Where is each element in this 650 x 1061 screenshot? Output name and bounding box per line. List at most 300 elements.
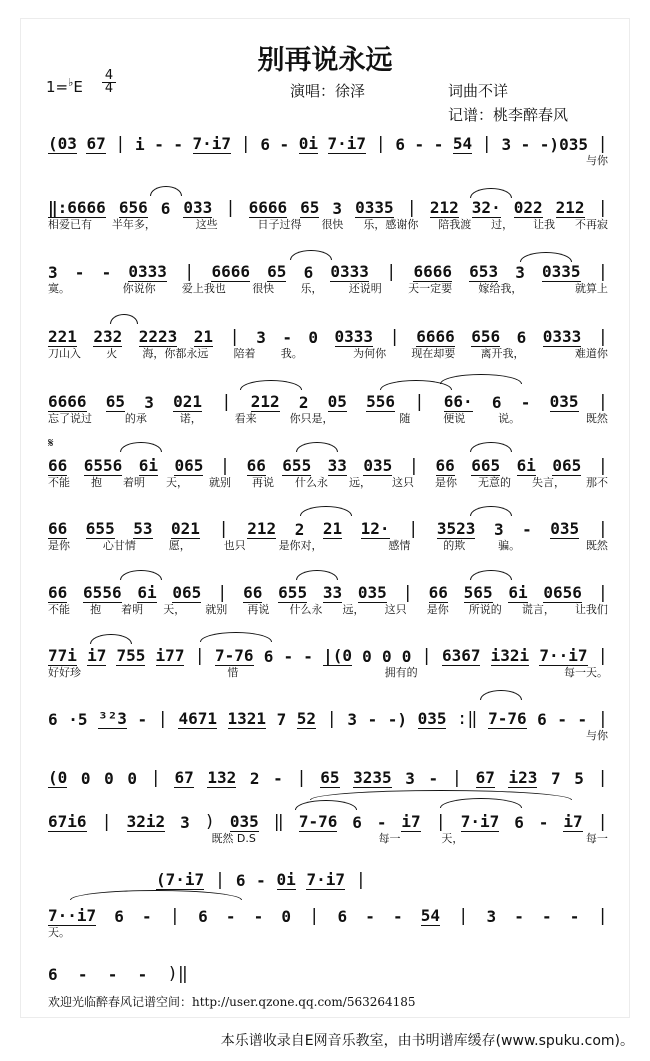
bar-line: | (597, 709, 608, 729)
lyric-syllable: 这只 (384, 603, 407, 616)
lyric-syllable: 抱 (91, 476, 102, 489)
lyric-syllable: 愿， (168, 539, 191, 552)
bar-line: | (101, 812, 112, 832)
lyric-row (48, 601, 608, 617)
lyric-row (48, 924, 608, 940)
bar-line: | (150, 768, 161, 788)
lyric-syllable: 与你 (586, 154, 608, 167)
note-group: 6 (260, 135, 271, 154)
lyric-syllable: 这些 (195, 218, 218, 231)
lyric-row (48, 727, 650, 743)
bar-line: | (597, 392, 608, 412)
note-group: 3 (144, 393, 154, 412)
note-group: 7·i7 (306, 870, 346, 889)
bar-line: | (219, 456, 231, 476)
note-group: 6666 (416, 327, 455, 346)
lyric-syllable: 很快 (252, 282, 275, 295)
composer-credit: 词曲不详 (448, 82, 509, 100)
notation-row (48, 762, 608, 788)
note-group: 66 (428, 583, 448, 602)
note-group: 7 (276, 710, 287, 729)
note-group: 655 (85, 519, 115, 538)
note-group: -)035 (539, 135, 588, 154)
note-group: 32· (471, 198, 501, 217)
note-group: - (256, 871, 266, 890)
note-group: 212 (250, 392, 280, 411)
note-group: 3235 (353, 768, 392, 787)
lyric-syllable: 每一天。 (563, 666, 608, 679)
note-group: 0 (381, 647, 392, 666)
lyric-syllable: 乐， (300, 282, 323, 295)
lyric-syllable: 就别 (209, 476, 231, 489)
lyric-syllable: 刀山入 (48, 347, 81, 360)
note-group: 6 (537, 710, 547, 729)
bar-line: | (458, 906, 469, 926)
note-group: 6 (395, 135, 405, 154)
note-group: 12· (360, 519, 390, 538)
lyric-syllable: 无意的 (478, 476, 511, 489)
note-group: 6367 (441, 646, 481, 665)
note-group: 0333 (542, 327, 582, 346)
key-note: E (73, 78, 83, 96)
footer-source: 本乐谱收录自E网音乐教室，由书明谱库缓存(www.spuku.com)。 (220, 1033, 634, 1049)
note-group: 065 (172, 583, 202, 602)
bar-line: | (355, 870, 366, 890)
note-group: 7··i7 (48, 906, 97, 925)
note-group: 212 (247, 519, 277, 538)
lyric-syllable: 难道你 (574, 347, 608, 360)
note-group: - (101, 263, 112, 282)
bar-line: | (115, 134, 126, 154)
note-group: 6 (235, 871, 246, 890)
footer-link[interactable]: 欢迎光临醉春风记谱空间：http://user.qzone.qq.com/563264185 (48, 995, 416, 1009)
note-group: 2 (249, 769, 260, 788)
note-group: - (414, 135, 425, 154)
note-group: - (433, 135, 444, 154)
note-group: 5 (574, 769, 584, 788)
lyric-syllable: 骗。 (498, 539, 521, 552)
note-group: 65 (267, 262, 287, 281)
note-group: i32i (490, 646, 530, 665)
note-group: - (253, 907, 264, 926)
note-group: 3 (48, 263, 58, 282)
note-group: 65 (320, 768, 340, 787)
note-group: 0335 (355, 198, 394, 217)
bar-line: | (169, 906, 181, 926)
note-group: i7 (563, 812, 583, 831)
lyric-row (48, 474, 608, 490)
lyric-syllable: 不能 (48, 603, 70, 616)
bar-line: | (421, 646, 432, 666)
bar-line: :‖ (457, 709, 478, 729)
lyric-syllable: 天一定要 (408, 282, 453, 295)
bar-line: | (225, 198, 236, 218)
note-group: 6666 (211, 262, 251, 281)
note-group: 6 (514, 813, 524, 832)
note-group: - (225, 907, 236, 926)
note-group: 52 (296, 709, 317, 728)
lyric-syllable: 让我们 (574, 603, 608, 616)
lyric-syllable: 再说 (252, 476, 274, 489)
note-group: 66 (246, 456, 266, 475)
note-group: 6i (138, 456, 158, 475)
notation-row (48, 577, 608, 603)
bar-line: | (597, 906, 608, 926)
note-group: 021 (171, 519, 200, 538)
note-group: 0 (308, 328, 319, 347)
lyric-syllable: 不能 (48, 476, 70, 489)
lyric-syllable: 远， (342, 603, 365, 616)
lyric-syllable: 陪着 (233, 347, 256, 360)
lyric-syllable: 远， (349, 476, 371, 489)
time-signature (102, 70, 116, 95)
lyric-row (48, 664, 608, 680)
lyric-row (48, 345, 608, 361)
bar-line: | (597, 646, 608, 666)
lyric-syllable: 心甘情 (102, 539, 136, 552)
note-group: i77 (155, 646, 185, 665)
note-group: 6 (337, 907, 348, 926)
note-group: 66 (243, 583, 263, 602)
lyric-syllable: 日子过得 (257, 218, 302, 231)
note-group: 035 (357, 583, 387, 602)
note-group: 065 (174, 456, 204, 475)
note-group: - (142, 907, 152, 926)
lyric-syllable: 既然 D.S (211, 832, 256, 845)
lyric-syllable: 再说 (247, 603, 270, 616)
lyric-syllable: 天， (441, 832, 464, 845)
note-group: ‖:6666 (48, 198, 106, 217)
lyric-syllable: 着明 (121, 603, 144, 616)
lyric-syllable: 现在却要 (411, 347, 456, 360)
note-group: 6 (48, 965, 58, 984)
note-group: 67i6 (48, 812, 87, 831)
lyric-syllable: 是你 (426, 603, 449, 616)
note-group: (0 (48, 768, 68, 787)
note-group: 0333 (330, 262, 369, 281)
bar-line: | (389, 327, 400, 347)
lyric-syllable: 天， (166, 476, 188, 489)
lyric-row (48, 830, 608, 846)
note-group: 66 (48, 456, 68, 475)
note-group: 6556 (83, 583, 122, 602)
note-group: i7 (87, 646, 107, 665)
note-group: 0 (104, 769, 114, 788)
bar-line: | (597, 456, 608, 476)
note-group: 2223 (138, 327, 178, 346)
bar-line: | (240, 134, 251, 154)
transcriber-credit: 记谱：桃李醉春风 (448, 106, 569, 124)
note-group: 0 (281, 907, 292, 926)
note-group: - (107, 965, 118, 984)
lyric-row (48, 216, 608, 232)
note-group: 212 (555, 198, 585, 217)
note-group: 0 (362, 647, 372, 666)
note-group: 665 (471, 456, 501, 475)
note-group: - (541, 907, 552, 926)
note-group: 3 (501, 135, 512, 154)
bar-line: | (386, 262, 397, 282)
note-group: 66 (48, 519, 68, 538)
note-group: 3 (405, 769, 415, 788)
note-group: 653 (469, 262, 499, 281)
note-group: 6 (48, 710, 58, 729)
lyric-syllable: 是你 (435, 476, 457, 489)
bar-line: | (309, 906, 320, 926)
note-group: 656 (118, 198, 148, 217)
lyric-row (48, 410, 608, 426)
note-group: 33 (322, 583, 343, 602)
note-group: ·5 (68, 710, 88, 729)
notation-row (48, 513, 608, 539)
bar-line: | (217, 583, 228, 603)
note-group: 6i (508, 583, 528, 602)
note-group: 0i (276, 870, 296, 889)
bar-line: | (435, 812, 446, 832)
lyric-syllable: 很快 (321, 218, 344, 231)
lyric-syllable: 抱 (90, 603, 102, 616)
notation-row (156, 864, 366, 890)
note-group: 6 (303, 263, 314, 282)
note-group: 221 (48, 327, 77, 346)
note-group: - (273, 769, 283, 788)
lyric-syllable: 着明 (123, 476, 145, 489)
note-group: 66 (435, 456, 455, 475)
note-group: 6 (263, 647, 274, 666)
lyric-syllable: 天， (163, 603, 186, 616)
lyric-syllable: 惜 (227, 666, 239, 679)
note-group: 7-76 (488, 709, 527, 728)
song-title: 别再说永远 (257, 45, 393, 76)
note-group: 21 (322, 519, 343, 538)
bar-line: | (451, 768, 462, 788)
note-group: 6 (198, 907, 208, 926)
note-group: - (569, 907, 580, 926)
note-group: 0335 (542, 262, 581, 281)
bar-line: | (597, 583, 608, 603)
note-group: 7·i7 (327, 134, 367, 153)
bar-line: | (481, 134, 492, 154)
lyric-syllable: 好好珍 (48, 666, 81, 679)
note-group: 3523 (436, 519, 476, 538)
note-group: 21 (193, 327, 214, 346)
bar-line: | (406, 198, 417, 218)
notation-row (48, 703, 608, 729)
notation-row (48, 128, 608, 154)
bar-line: | (218, 519, 229, 539)
bar-line: | (184, 262, 195, 282)
lyric-syllable: 让我 (533, 218, 556, 231)
singer-credit: 演唱：徐泽 (290, 82, 366, 100)
note-group: 66· (443, 392, 473, 411)
lyric-syllable: 火 (106, 347, 118, 360)
note-group: 021 (173, 392, 202, 411)
note-group: - (393, 907, 403, 926)
lyric-syllable: 什么永 (295, 476, 328, 489)
note-group: 3 (493, 520, 504, 539)
note-group: 0 (127, 769, 138, 788)
note-group: 3 (332, 199, 343, 218)
note-group: - (428, 769, 439, 788)
note-group: 67 (475, 768, 495, 787)
note-group: - (282, 328, 292, 347)
lyric-syllable: 相爱已有 (48, 218, 92, 231)
lyric-syllable: 每一 (378, 832, 401, 845)
notation-row (48, 450, 608, 476)
lyric-syllable: 乐，感谢你 (363, 218, 419, 231)
note-group: 7··i7 (539, 646, 588, 665)
note-group: - (74, 263, 85, 282)
lyric-syllable: 我。 (280, 347, 303, 360)
note-group: 6 (516, 328, 527, 347)
note-group: 66 (48, 583, 68, 602)
note-group: 556 (366, 392, 396, 411)
lyric-syllable: 你说你 (122, 282, 156, 295)
notation-row (48, 958, 188, 984)
bar-line: | (375, 134, 386, 154)
note-group: 656 (471, 327, 501, 346)
lyric-syllable: 海，你都永远 (142, 347, 209, 360)
note-group: - (520, 135, 531, 154)
lyric-syllable: 失言， (532, 476, 565, 489)
lyric-syllable: 既然 (585, 539, 608, 552)
lyric-syllable: 离开我， (480, 347, 525, 360)
note-group: 6 (114, 907, 124, 926)
note-group: 035 (363, 456, 393, 475)
lyric-row (48, 537, 608, 553)
note-group: 035 (417, 709, 447, 728)
note-group: 655 (282, 456, 312, 475)
lyric-syllable: 所说的 (468, 603, 502, 616)
segno-sign: 𝄋 (48, 436, 54, 451)
bar-line: | (414, 392, 425, 412)
lyric-syllable: 既然 (585, 412, 608, 425)
bar-line: | (597, 812, 608, 832)
notation-row (48, 386, 608, 412)
lyric-syllable: 每一 (585, 832, 608, 845)
note-group: 212 (429, 198, 459, 217)
note-group: 6i (137, 583, 157, 602)
bar-line: )‖ (167, 964, 188, 984)
note-group: - (173, 135, 183, 154)
note-group: 7-76 (215, 646, 254, 665)
note-group: 1321 (227, 709, 267, 728)
note-group: 3 (256, 328, 266, 347)
bar-line: | (194, 646, 205, 666)
lyric-syllable: 什么永 (289, 603, 323, 616)
bar-line: | (597, 768, 608, 788)
note-group: 035 (229, 812, 259, 831)
note-group: 6i (516, 456, 536, 475)
note-group: 65 (300, 198, 320, 217)
note-group: 7 (551, 769, 561, 788)
note-group: - (283, 647, 294, 666)
note-group: 6666 (413, 262, 453, 281)
note-group: 6556 (83, 456, 123, 475)
bar-line: | (229, 327, 240, 347)
note-group: - (137, 965, 148, 984)
bar-line: | (296, 768, 307, 788)
lyric-syllable: 便说 (443, 412, 466, 425)
note-group: 7·i7 (460, 812, 500, 831)
note-group: - (514, 907, 524, 926)
lyric-syllable: 随 (399, 412, 411, 425)
note-group: 3 (180, 813, 190, 832)
lyric-syllable: 说。 (498, 412, 521, 425)
lyric-syllable: 是你对， (278, 539, 323, 552)
notation-row (48, 321, 608, 347)
note-group: 05 (327, 392, 347, 411)
note-group: 035 (549, 392, 579, 411)
note-group: 0656 (543, 583, 582, 602)
lyric-syllable: 就别 (205, 603, 228, 616)
note-group: 33 (327, 456, 347, 475)
note-group: 67 (86, 134, 106, 153)
key-flat: ♭ (68, 76, 74, 89)
lyric-syllable: 过， (491, 218, 514, 231)
note-group: 655 (278, 583, 308, 602)
note-group: 022 (513, 198, 543, 217)
note-group: - (137, 710, 148, 729)
bar-line: | (597, 134, 608, 154)
note-group: 4671 (178, 709, 217, 728)
note-group: 565 (463, 583, 493, 602)
lyric-syllable: 这只 (392, 476, 414, 489)
lyric-syllable: 寞。 (48, 282, 70, 295)
lyric-syllable: 感情 (388, 539, 411, 552)
lyric-syllable: 还说明 (348, 282, 382, 295)
lyric-syllable: 就算上 (574, 282, 608, 295)
note-group: 0333 (334, 327, 374, 346)
note-group: 0 (401, 647, 412, 666)
lyric-syllable: 陪我渡 (438, 218, 472, 231)
note-group: 65 (105, 392, 126, 411)
note-group: 755 (116, 646, 146, 665)
bar-line: | (597, 519, 608, 539)
note-group: 6666 (248, 198, 288, 217)
lyric-syllable: 也只 (223, 539, 246, 552)
note-group: 53 (133, 519, 153, 538)
note-group: 7-76 (298, 812, 338, 831)
lyric-syllable: 看来 (234, 412, 257, 425)
note-group: 0333 (128, 262, 167, 281)
note-group: -) (387, 710, 408, 729)
note-group: 6666 (48, 392, 87, 411)
lyric-syllable: 嫁给我， (478, 282, 523, 295)
note-group: 67 (174, 768, 194, 787)
note-group: 232 (93, 327, 123, 346)
bar-line: | (221, 392, 232, 412)
lyric-syllable: 诺， (179, 412, 202, 425)
note-group: i23 (508, 768, 538, 787)
note-group: 0 (80, 769, 91, 788)
bar-line: | (597, 327, 608, 347)
note-group: 0i (298, 134, 318, 153)
note-group: 3 (486, 907, 497, 926)
lyric-syllable: 为何你 (353, 347, 387, 360)
note-group: 2 (298, 393, 309, 412)
lyric-syllable: 与你 (586, 729, 608, 742)
note-group: - (365, 907, 375, 926)
key-signature (46, 76, 83, 96)
note-group: 32i2 (126, 812, 166, 831)
bar-line: | (402, 583, 413, 603)
note-group: - (520, 393, 531, 412)
note-group: - (303, 647, 313, 666)
note-group: 033 (183, 198, 213, 217)
bar-line: | (408, 456, 420, 476)
lyric-syllable: 拥有的 (384, 666, 418, 679)
